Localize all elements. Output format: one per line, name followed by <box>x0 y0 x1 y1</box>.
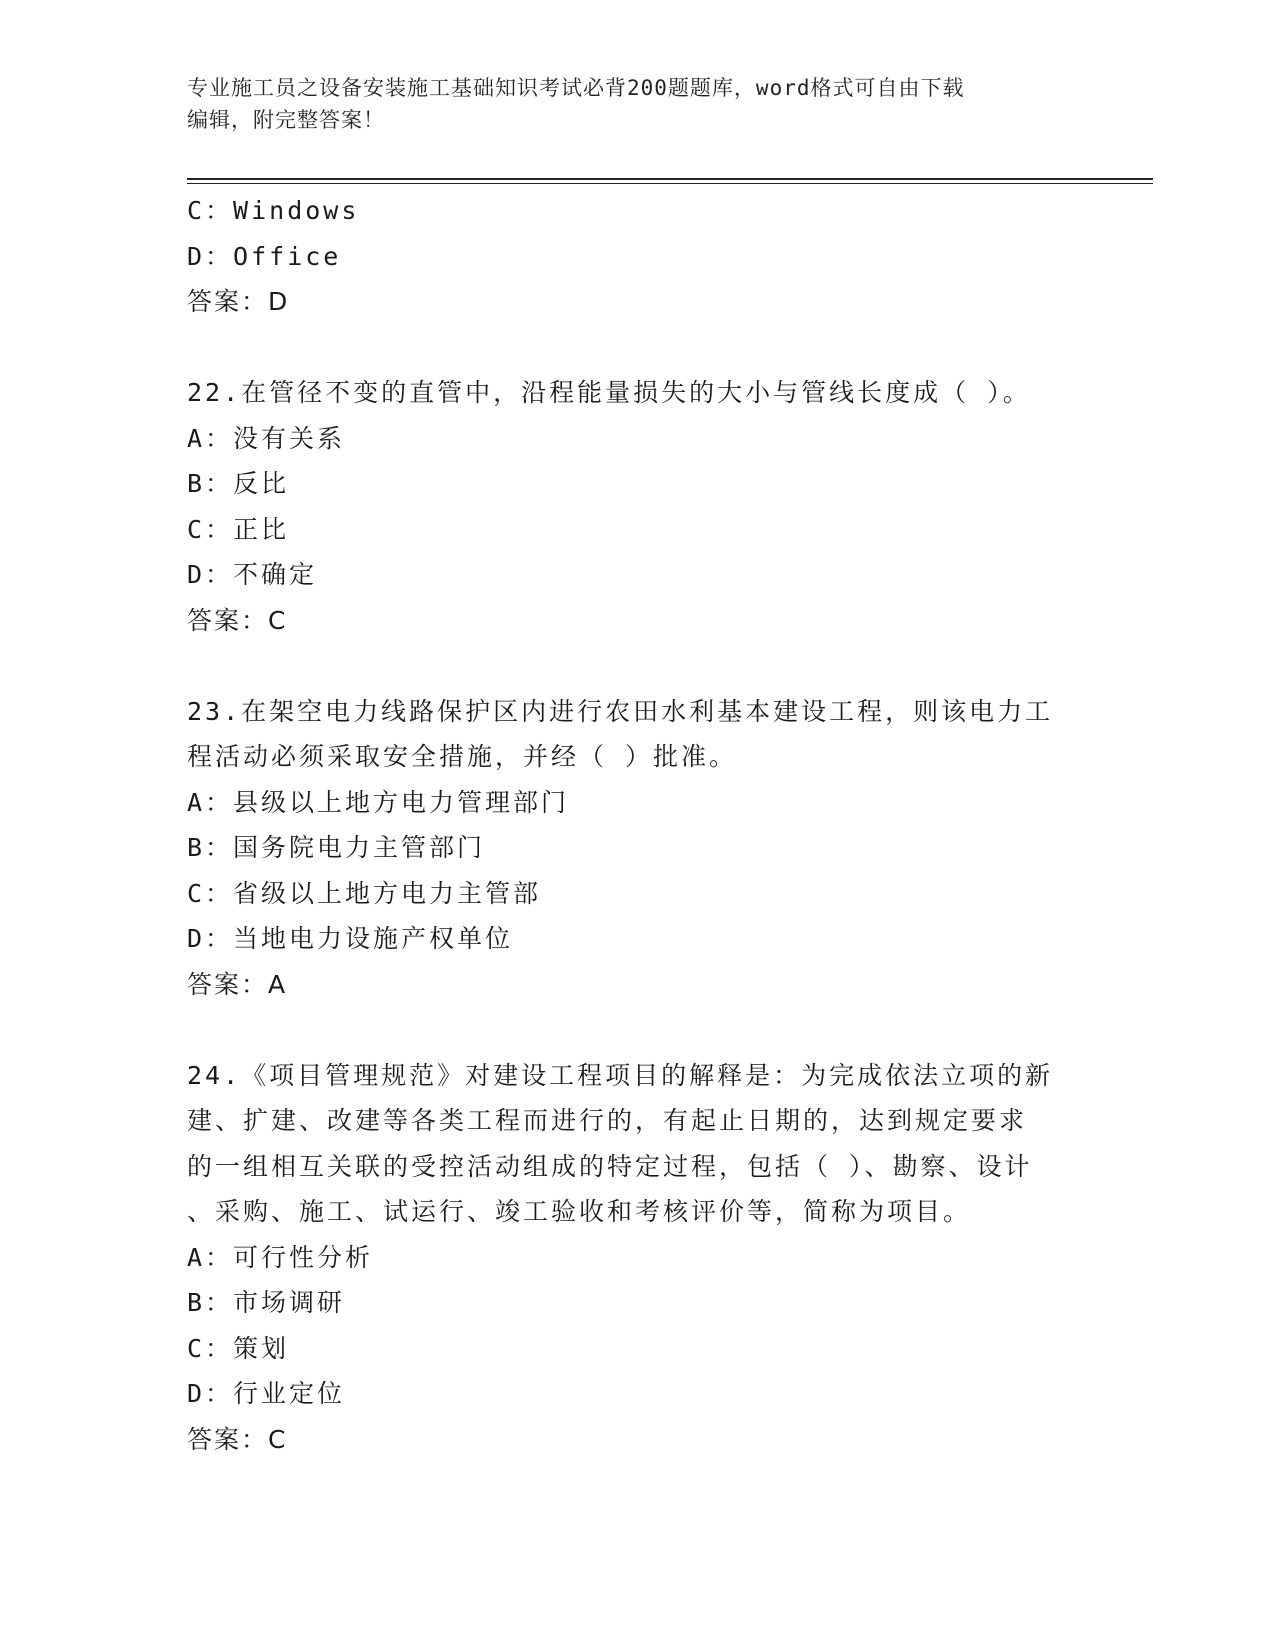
option-b: B：市场调研 <box>187 1288 346 1317</box>
option-c: C：正比 <box>187 514 290 544</box>
question-22 <box>187 370 1087 643</box>
option-b: B：反比 <box>187 469 290 498</box>
question-gap <box>187 1007 1087 1053</box>
option-a: A：县级以上地方电力管理部门 <box>187 787 570 817</box>
option-a: A：没有关系 <box>187 423 346 453</box>
question-gap <box>187 643 1087 689</box>
question-stem: 22.在管径不变的直管中，沿程能量损失的大小与管线长度成（ ）。 <box>187 378 1031 407</box>
question-stem: 的一组相互关联的受控活动组成的特定过程，包括（ ）、勘察、设计 <box>187 1151 1033 1181</box>
question-24 <box>187 1053 1087 1463</box>
option-d: D：行业定位 <box>187 1379 346 1408</box>
question-stem: 程活动必须采取安全措施，并经（ ）批准。 <box>187 742 738 771</box>
question-stem: 建、扩建、改建等各类工程而进行的，有起止日期的，达到规定要求 <box>187 1106 1028 1135</box>
document-header <box>187 72 1087 136</box>
question-gap <box>187 325 1087 371</box>
question-stem: 23.在架空电力线路保护区内进行农田水利基本建设工程，则该电力工 <box>187 696 1054 726</box>
answer-line: 答案：D <box>187 287 290 316</box>
answer-line: 答案：C <box>187 605 288 635</box>
question-stem: 24.《项目管理规范》对建设工程项目的解释是：为完成依法立项的新 <box>187 1060 1054 1090</box>
question-21-tail <box>187 188 1087 325</box>
question-stem: 、采购、施工、试运行、竣工验收和考核评价等，简称为项目。 <box>187 1197 972 1226</box>
question-23 <box>187 689 1087 1008</box>
option-a: A：可行性分析 <box>187 1242 374 1272</box>
header-title-line-2: 编辑，附完整答案！ <box>187 108 385 132</box>
option-c: C：Windows <box>187 196 360 225</box>
option-b: B：国务院电力主管部门 <box>187 833 486 862</box>
option-c: C：省级以上地方电力主管部 <box>187 878 542 908</box>
option-d: D：Office <box>187 241 342 271</box>
header-divider-thick <box>187 178 1153 180</box>
answer-line: 答案：C <box>187 1424 288 1454</box>
option-c: C：策划 <box>187 1333 290 1363</box>
header-divider-thin <box>187 183 1153 184</box>
option-d: D：当地电力设施产权单位 <box>187 924 514 953</box>
question-list <box>187 188 1087 1462</box>
option-d: D：不确定 <box>187 560 318 589</box>
header-title-line-1: 专业施工员之设备安装施工基础知识考试必背200题题库，word格式可自由下载 <box>187 76 965 100</box>
answer-line: 答案：A <box>187 969 288 999</box>
